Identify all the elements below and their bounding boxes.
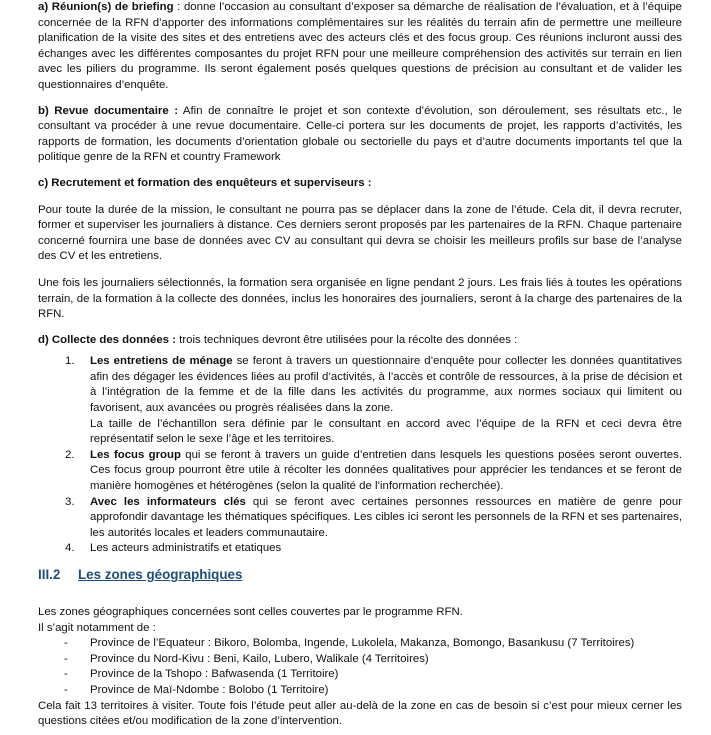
revue-label: b) Revue documentaire : [38,104,179,117]
collecte-text: trois techniques devront être utilisées pour la récolte des données : [175,333,518,346]
list-item: 3. Avec les informateurs clés qui se feront avec certaines personnes ressources en matière de genre pour approfondir davantage les thématiques spécifiques. Les cibles ici seront les personnels de la RFN et ses partenaires, les autorités locales et leaders communautaire. [65,495,682,539]
revue-paragraph [38,104,682,166]
recrutement-paragraph-1: Pour toute la durée de la mission, le consultant ne pourra pas se déplacer dans la zone de l’étude. Cela dit, il devra recruter, former et superviser les journaliers à distance. Ces derniers seront proposés par les partenaires de la RFN. Chaque partenaire concerné fournira une base de données avec CV au consultant qui devra se choisir les meilleurs profils sur base de l’analyse des CV et les entretiens. [38,203,682,263]
collecte-label: d) Collecte des données : [38,333,176,346]
collecte-paragraph [38,333,682,349]
list-item: 4. Les acteurs administratifs et etatiques [65,542,282,555]
list-item: 1. Les entretiens de ménage se feront à travers un questionnaire d’enquête pour collecter les données quantitatives afin des dégager les évidences liées au profil d’activités, à l’accès et contrôle de ressources, à la prise de décision et à l’intégration de la femme et de la fille dans les activités du programme, aux normes sociaux qui limitent ou favorisent, aux avancées ou progrès réalisées dans la zone. La taille de l’échantillon sera définie par le consultant en accord avec l’équipe de la RFN et ceci devra être représentatif selon le sexe l’âge et les territoires. [38,354,682,448]
recrutement-paragraph-2: Une fois les journaliers sélectionnés, la formation sera organisée en ligne pendant 2 jours. Les frais liés à toutes les opérations terrain, de la formation à la collecte des données, inclus les honoraires des journaliers, seront à la charge des partenaires de la RFN. [38,276,682,321]
briefing-paragraph [38,0,682,94]
zones-closing: Cela fait 13 territoires à visiter. Toute fois l’étude peut aller au-delà de la zone en cas de besoin si c’est pour mieux cerner les questions citées et/ou modification de la zone d’intervention. [38,699,682,728]
list-item: - Province du Nord-Kivu : Beni, Kailo, Lubero, Walikale (4 Territoires) [64,652,429,665]
zones-intro: Les zones géographiques concernées sont celles couvertes par le programme RFN. [38,606,463,618]
recrutement-heading: c) Recrutement et formation des enquêteurs et superviseurs : [38,176,372,189]
zones-intro-2: Il s’agit notamment de : [38,621,156,634]
briefing-label: a) Réunion(s) de briefing [38,1,174,13]
techniques-list [38,354,682,557]
provinces-list [38,636,682,698]
list-item: - Province de la Tshopo : Bafwasenda (1 Territoire) [64,668,339,681]
section-title: Les zones géographiques [78,567,243,582]
section-number: III.2 [38,567,61,582]
list-item: 2. Les focus group qui se feront à travers un guide d’entretien dans lesquels les questions posées seront ouvertes. Ces focus group pourront être utile à récolter les données qualitatives pour apprécier les tendances et se feront de manière homogènes et hétérogènes (selon la qualité de l’information recherchée). [65,448,683,493]
revue-text: Afin de connaître le projet et son contexte d’évolution, son déroulement, ses résultats etc., le consultant va procéder à une revue documentaire. Celle-ci portera sur les documents de projet, les rapports d’activités, les rapports de formation, les documents d’orientation globale ou sectorielle du pays et d’autre documents importants tel que la politique genre de la RFN et country Framework [38,104,683,164]
list-item-extra: La taille de l’échantillon sera définie par le consultant en accord avec l’équipe de la RFN et ceci devra être représentatif selon le sexe l’âge et les territoires. [90,417,682,446]
section-heading [38,565,682,585]
list-item: - Province de l’Equateur : Bikoro, Bolomba, Ingende, Lukolela, Makanza, Bomongo, Basankusu (7 Territoires) [64,637,635,650]
briefing-text: : donne l’occasion au consultant d’exposer sa démarche de réalisation de l’évaluation, et à l’équipe concernée de la RFN d’apporter des informations complémentaires sur les réalités du terrain afin de permettre une meilleure planification de la visite des sites et des entretiens avec des acteurs clés et des focus group. Ces réunions incluront aussi des échanges avec les différentes composantes du projet RFN pour une meilleure compréhension des activités sur terrain en lien avec les piliers du programme. Ils seront également posés quelques questions de précision au consultant et de valider les questionnaires d’enquête. [38,1,682,91]
list-item: - Province de Maï-Ndombe : Bolobo (1 Territoire) [64,683,329,696]
